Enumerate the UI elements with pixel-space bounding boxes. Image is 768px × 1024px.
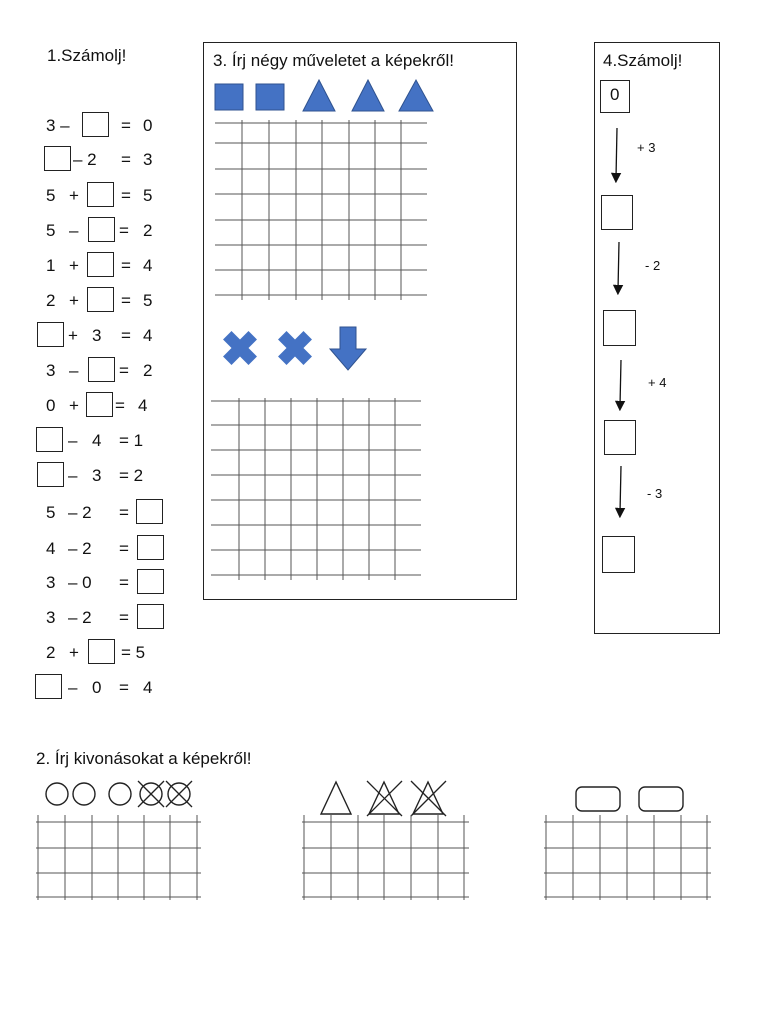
blue-square-icon — [215, 84, 243, 110]
task3-shapes-row1 — [210, 78, 440, 114]
chain-answer-box[interactable] — [602, 536, 635, 573]
task2-grid-1[interactable] — [36, 815, 202, 900]
crossed-triangle-icon — [367, 781, 402, 816]
equation-row: – 4 = 1 — [0, 427, 200, 455]
answer-box[interactable] — [137, 604, 164, 629]
answer-box[interactable] — [137, 569, 164, 594]
answer-box[interactable] — [137, 535, 164, 560]
down-arrow-icon — [616, 128, 617, 178]
blue-triangle-icon — [399, 80, 433, 111]
equation-row: 5 – = 2 — [0, 217, 200, 245]
rectangles-group — [574, 785, 689, 815]
equation-row: 4 – 2 = — [0, 535, 200, 563]
task3-grid-bottom[interactable] — [211, 398, 426, 580]
down-arrow-icon — [620, 360, 621, 406]
answer-box[interactable] — [88, 357, 115, 382]
answer-box[interactable] — [86, 392, 113, 417]
answer-box[interactable] — [88, 639, 115, 664]
equation-row: 3 – = 0 — [0, 112, 200, 140]
op-label: + 3 — [637, 140, 656, 155]
answer-box[interactable] — [87, 182, 114, 207]
answer-box[interactable] — [44, 146, 71, 171]
answer-box[interactable] — [82, 112, 109, 137]
circle-icon — [109, 783, 131, 805]
equation-row: – 2 = 3 — [0, 146, 200, 174]
down-arrow-icon — [618, 242, 619, 290]
equation-row: 5 – 2 = — [0, 499, 200, 527]
equation-row: – 3 = 2 — [0, 462, 200, 490]
circles-group — [44, 779, 194, 811]
equation-row: 1 + = 4 — [0, 252, 200, 280]
op-label: - 3 — [647, 486, 663, 501]
answer-box[interactable] — [88, 217, 115, 242]
equation-row: 3 – 0 = — [0, 569, 200, 597]
answer-box[interactable] — [136, 499, 163, 524]
equation-row: 3 – = 2 — [0, 357, 200, 385]
down-arrow-icon — [620, 466, 621, 513]
task3-title: 3. Írj négy műveletet a képekről! — [213, 51, 454, 70]
chain-arrows — [600, 120, 640, 520]
rounded-rect-icon — [576, 787, 620, 811]
task3-shapes-row2 — [218, 325, 378, 375]
answer-box[interactable] — [87, 252, 114, 277]
chain-start-box: 0 — [600, 80, 630, 113]
crossed-triangle-icon — [411, 781, 446, 816]
blue-cross-icon — [270, 325, 321, 373]
answer-box[interactable] — [37, 462, 64, 487]
blue-cross-icon — [218, 325, 265, 373]
task4-title: 4.Számolj! — [603, 51, 683, 70]
answer-box[interactable] — [87, 287, 114, 312]
task3-grid-top[interactable] — [215, 120, 430, 300]
task1-title: 1.Számolj! — [47, 46, 127, 65]
blue-triangle-icon — [303, 80, 335, 111]
equation-row: + 3 = 4 — [0, 322, 200, 350]
triangles-group — [318, 778, 453, 818]
blue-square-icon — [256, 84, 284, 110]
equation-row: 0 + = 4 — [0, 392, 200, 420]
blue-triangle-icon — [352, 80, 384, 111]
equation-row: 2 + = 5 — [0, 287, 200, 315]
task2-grid-2[interactable] — [302, 815, 470, 900]
answer-box[interactable] — [35, 674, 62, 699]
answer-box[interactable] — [37, 322, 64, 347]
triangle-icon — [321, 782, 351, 814]
circle-icon — [73, 783, 95, 805]
blue-down-arrow-icon — [330, 327, 366, 370]
equation-row: 5 + = 5 — [0, 182, 200, 210]
op-label: + 4 — [648, 375, 667, 390]
op-label: - 2 — [645, 258, 661, 273]
equation-row: 3 – 2 = — [0, 604, 200, 632]
task2-title: 2. Írj kivonásokat a képekről! — [36, 749, 252, 768]
answer-box[interactable] — [36, 427, 63, 452]
crossed-circle-icon — [166, 781, 192, 807]
circle-icon — [46, 783, 68, 805]
rounded-rect-icon — [639, 787, 683, 811]
equation-row: – 0 = 4 — [0, 674, 200, 702]
task2-grid-3[interactable] — [544, 815, 712, 900]
equation-row: 2 + = 5 — [0, 639, 200, 667]
crossed-circle-icon — [138, 781, 164, 807]
